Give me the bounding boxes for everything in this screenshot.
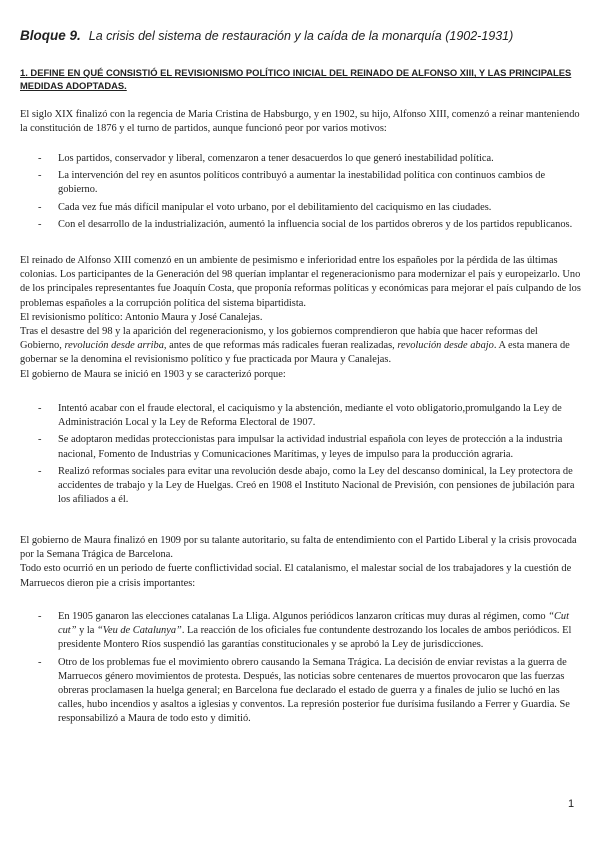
list-maura-measures [38, 402, 578, 510]
para3-text-b: Todo esto ocurrió en un periodo de fuerte conflictividad social. El catalanismo, el malestar social de los trabajadores y la cuestión de Marruecos dieron pie a crisis importantes: [20, 563, 572, 589]
para2-emphasis-1: revolución desde arriba [64, 340, 164, 352]
para2-text-c3: . A esta manera de gobernar se la denomina el revisionismo político y fue practicada por Maura y Canalejas. [20, 340, 570, 366]
list-item [38, 610, 578, 653]
list-item: - Otro de los problemas fue el movimiento obrero causando la Semana Trágica. La decisión de enviar revistas a la guerra de Marruecos género movimientos de protesta. Después, las noticias sobre centenares de muertos provocaron que las fuerzas obreras proclamasen la huelga general; en Barcelona fue declarado el estado de guerra y a finales de julio se luchó en las calles, hubo incendios y asaltos a iglesias y conventos. La represión posterior fue durísima fusilando a Ferrer y Guardia. Se responsabilizó a Maura de todo esto y dimitió. [38, 656, 578, 727]
para2-emphasis-2: revolución desde abajo [397, 340, 494, 352]
para2-text-a: El reinado de Alfonso XIII comenzó en un ambiente de pesimismo e inferioridad entre los españoles por la pérdida de las últimas colonias. Los participantes de la Generación del 98 querían implantar el regeneracionismo para modernizar el país y europeizarlo. Uno de los principales representantes fue Joaquín Costa, que proponía reformas políticas y económicas para mejorar el país culpando de los problemas españoles a la corrupción política del sistema bipartidista. [20, 255, 581, 309]
para2-text-d: El gobierno de Maura se inició en 1903 y se caracterizó porque: [20, 368, 286, 380]
list3-item1-emphasis-2: “Veu de Catalunya” [96, 625, 182, 637]
page-title [20, 28, 590, 44]
para3-text-a: El gobierno de Maura finalizó en 1909 por su talante autoritario, su falta de entendimiento con el Partido Liberal y la crisis provocada por la Semana Trágica de Barcelona. [20, 535, 577, 561]
list3-item1-text-2: y la [76, 625, 97, 637]
page-number: 1 [568, 798, 575, 810]
list-item: - Los partidos, conservador y liberal, comenzaron a tener desacuerdos lo que generó inestabilidad política. [38, 152, 578, 166]
list-item: - Cada vez fue más difícil manipular el voto urbano, por el debilitamiento del caciquismo en las ciudades. [38, 201, 578, 215]
list-crises [38, 610, 578, 730]
paragraph-end-maura [20, 534, 582, 591]
list-causes [38, 152, 578, 235]
list3-item1-text-1: En 1905 ganaron las elecciones catalanas La Lliga. Algunos periódicos lanzaron críticas muy duras al régimen, como [58, 611, 549, 622]
list-item: - La intervención del rey en asuntos políticos contribuyó a aumentar la inestabilidad política con continuos cambios de gobierno. [38, 169, 578, 197]
title-bloque: Bloque 9. [20, 28, 81, 43]
list3-item1-text-3: . La reacción de los oficiales fue contundente destrozando los locales de ambos periódicos. El presidente Montero Ríos suspendió las garantías constitucionales y se aprobó la Ley de jurisdicciones. [58, 625, 572, 651]
para2-text-c2: , antes de que reformas más radicales fueran realizadas, [163, 340, 398, 352]
list-item: - Con el desarrollo de la industrialización, aumentó la influencia social de los partidos obreros y de los partidos republicanos. [38, 218, 578, 232]
para2-text-c1: Tras el desastre del 98 y la aparición del regeneracionismo, y los gobiernos comprendieron que había que hacer reformas del Gobierno, [20, 326, 538, 352]
paragraph-regeneracionismo [20, 254, 582, 382]
para2-text-b: El revisionismo político: Antonio Maura y José Canalejas. [20, 311, 263, 323]
title-text: La crisis del sistema de restauración y la caída de la monarquía (1902-1931) [88, 29, 514, 43]
list-item: - Intentó acabar con el fraude electoral, el caciquismo y la abstención, mediante el voto obligatorio,promulgando la Ley de Administración Local y la Ley de Reforma Electoral de 1907. [38, 402, 578, 430]
section-heading: 1. DEFINE EN QUÉ CONSISTIÓ EL REVISIONISMO POLÍTICO INICIAL DEL REINADO DE ALFONSO XIII, Y LAS PRINCIPALES MEDIDAS ADOPTADAS. [20, 67, 572, 91]
list-item: - Se adoptaron medidas proteccionistas para impulsar la actividad industrial española con leyes de protección a la industria nacional, Fomento de Industrias y Comunicaciones Marítimas, y leyes de impulso para la producción agraria. [38, 433, 578, 461]
list3-item1-emphasis-1: “Cut cut” [58, 611, 570, 637]
list-item: - Realizó reformas sociales para evitar una revolución desde abajo, como la Ley del descanso dominical, la Ley protectora de accidentes de trabajo y la Ley de Huelgas. Creó en 1908 el Instituto Nacional de Previsión, con pensiones de jubilación para los afiliados a él. [38, 465, 578, 508]
intro-paragraph: El siglo XIX finalizó con la regencia de Maria Cristina de Habsburgo, y en 1902, su hijo, Alfonso XIII, comenzó a reinar manteniendo la constitución de 1876 y el turno de partidos, aunque funcionó peor por varios motivos: [20, 109, 580, 135]
